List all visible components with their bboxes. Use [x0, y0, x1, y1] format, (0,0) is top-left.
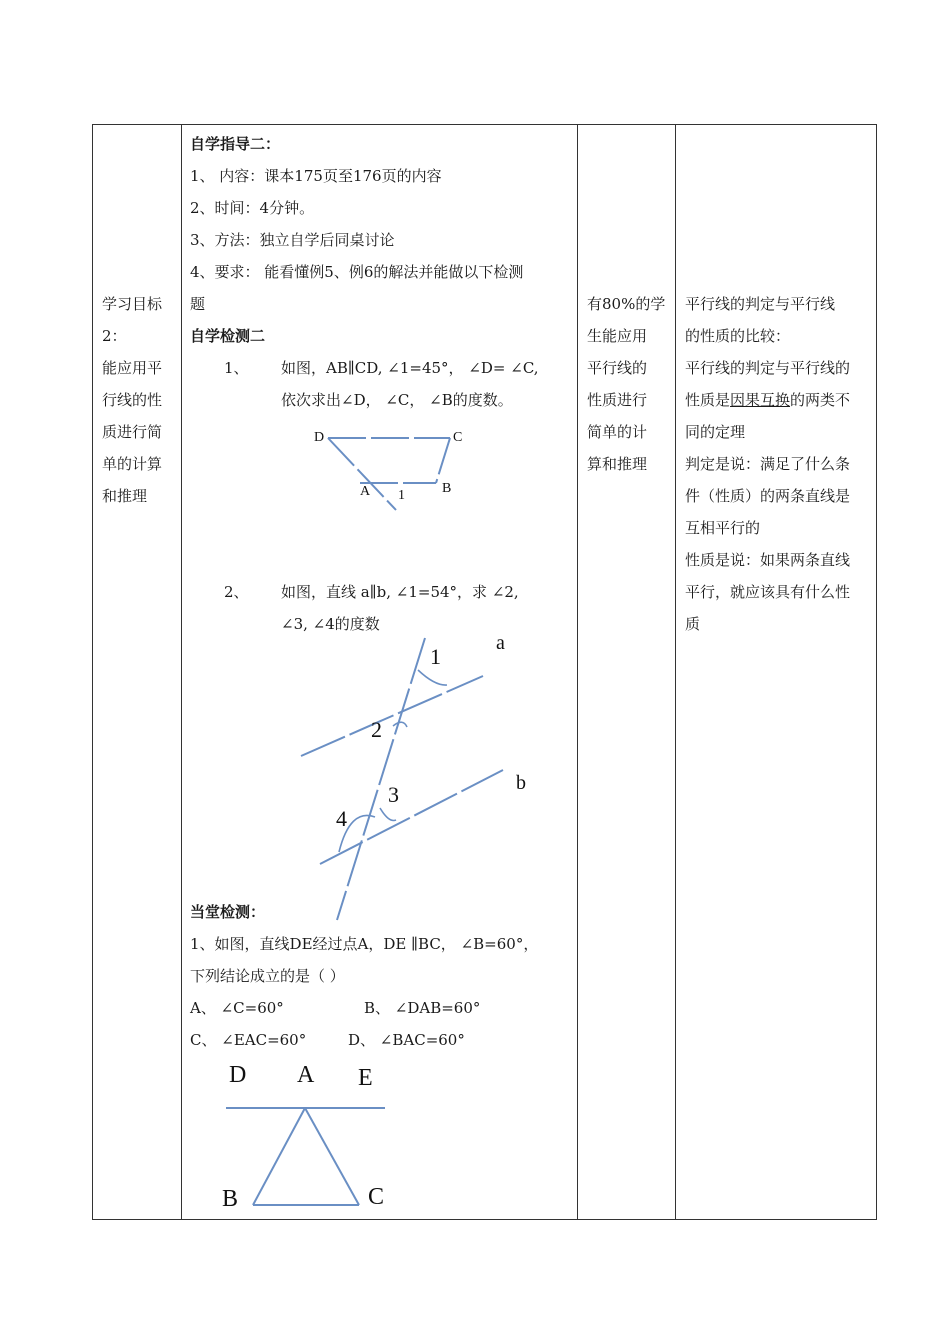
notes-line: 互相平行的 [685, 519, 761, 537]
objective-line: 行线的性 [102, 391, 163, 409]
line-ab [253, 1108, 305, 1205]
objective-cell [102, 288, 174, 512]
trapezoid-figure [300, 425, 480, 520]
column-divider [577, 125, 578, 1219]
objective-line: 和推理 [102, 487, 148, 505]
achievement-line: 简单的计 [587, 423, 648, 441]
objective-line: 能应用平 [102, 359, 163, 377]
question-2-number: 2、 [224, 583, 249, 601]
notes-line: 性质是说：如果两条直线 [685, 551, 851, 569]
notes-line [685, 384, 869, 416]
arc-angle-2 [393, 722, 407, 727]
column-divider [675, 125, 676, 1219]
column-divider [181, 125, 182, 1219]
label-d: D [229, 1062, 247, 1088]
label-c: C [453, 430, 463, 445]
notes-line: 件（性质）的两条直线是 [685, 487, 851, 505]
line-ac [305, 1108, 359, 1205]
class-test-title: 当堂检测： [190, 903, 266, 921]
notes-line: 判定是说：满足了什么条 [685, 455, 851, 473]
guide-title: 自学指导二： [190, 135, 281, 153]
question-1 [281, 352, 567, 416]
objective-line: 2： [102, 327, 127, 345]
achievement-line: 性质进行 [587, 391, 648, 409]
label-angle-1: 1 [430, 644, 441, 669]
label-angle-4: 4 [336, 806, 347, 831]
label-c: C [368, 1184, 385, 1210]
notes-line: 平行线的判定与平行线 [685, 295, 836, 313]
question-2-line: 如图，直线 a∥b, ∠1=54°，求 ∠2, [281, 583, 519, 601]
check-title: 自学检测二 [190, 327, 266, 345]
parallel-lines-figure [295, 630, 535, 925]
objective-line: 质进行简 [102, 423, 163, 441]
question-1-line: 如图，AB∥CD, ∠1=45°， ∠D= ∠C, [281, 359, 539, 377]
question-3-line: 下列结论成立的是（ ） [190, 967, 345, 985]
notes-line: 同的定理 [685, 423, 746, 441]
option-b: B、 ∠DAB=60° [364, 999, 481, 1017]
guide-item: 2、时间：4分钟。 [190, 199, 315, 217]
achievement-cell [587, 288, 667, 480]
line-da [328, 438, 396, 510]
objective-line: 单的计算 [102, 455, 163, 473]
label-a: A [360, 484, 371, 499]
triangle-figure [220, 1058, 410, 1218]
notes-line: 平行，就应该具有什么性 [685, 583, 851, 601]
objective-line: 学习目标 [102, 295, 163, 313]
option-a: A、 ∠C=60° [190, 999, 284, 1017]
achievement-line: 算和推理 [587, 455, 648, 473]
option-c: C、 ∠EAC=60° [190, 1031, 307, 1049]
question-1-number: 1、 [224, 359, 249, 377]
line-cb [436, 438, 450, 483]
question-1-line: 依次求出∠D， ∠C， ∠B的度数。 [281, 391, 513, 409]
notes-text: 的两类不 [790, 391, 851, 409]
label-e: E [358, 1065, 373, 1091]
notes-line: 质 [685, 615, 701, 633]
label-b: B [222, 1186, 239, 1212]
notes-line: 平行线的判定与平行线的 [685, 359, 851, 377]
arc-angle-3 [380, 808, 396, 821]
class-test [190, 896, 570, 992]
label-angle-2: 2 [371, 717, 382, 742]
question-3-line: 1、如图，直线DE经过点A，DE ∥BC， ∠B=60°， [190, 935, 539, 953]
label-angle-1: 1 [398, 488, 405, 503]
notes-line: 的性质的比较： [685, 327, 791, 345]
label-angle-3: 3 [388, 782, 399, 807]
arc-angle-1 [418, 670, 447, 685]
label-b: B [442, 481, 452, 496]
label-line-a: a [496, 632, 505, 654]
achievement-line: 平行线的 [587, 359, 648, 377]
guide-item: 1、 内容：课本175页至176页的内容 [190, 167, 442, 185]
transversal [337, 638, 425, 920]
achievement-line: 生能应用 [587, 327, 648, 345]
notes-cell [685, 288, 869, 640]
label-a: A [297, 1062, 315, 1088]
content-cell [190, 128, 568, 352]
achievement-line: 有80%的学 [587, 295, 666, 313]
guide-item: 3、方法：独立自学后同桌讨论 [190, 231, 395, 249]
guide-item: 4、要求： 能看懂例5、例6的解法并能做以下检测 [190, 263, 524, 281]
guide-item: 题 [190, 295, 206, 313]
question-2-line: ∠3, ∠4的度数 [281, 615, 380, 633]
line-b [320, 770, 503, 864]
label-d: D [314, 430, 325, 445]
notes-text: 性质是 [685, 391, 731, 409]
notes-underlined-text: 因果互换 [730, 391, 791, 409]
label-line-b: b [516, 772, 526, 794]
option-d: D、 ∠BAC=60° [348, 1031, 465, 1049]
